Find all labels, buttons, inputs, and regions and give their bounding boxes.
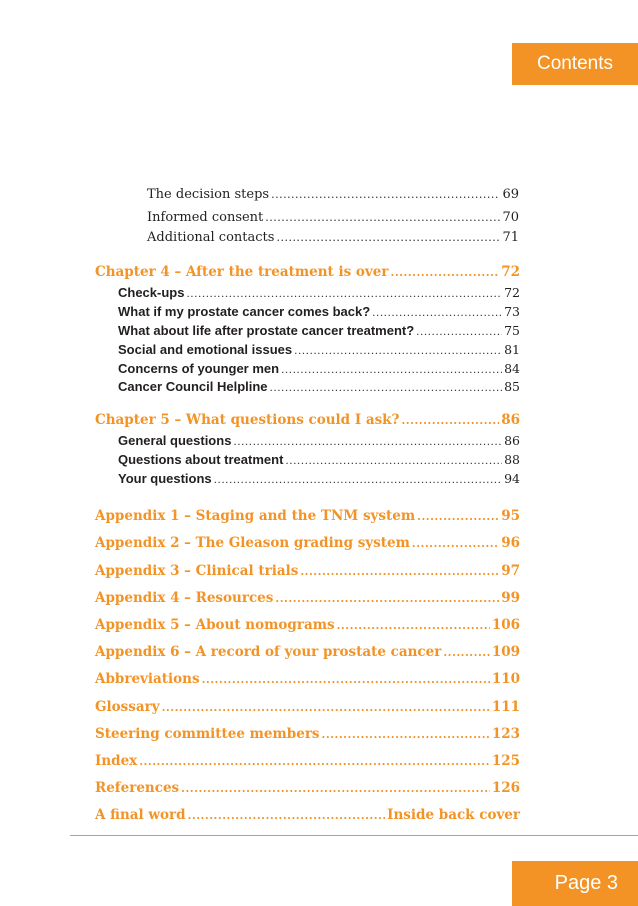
toc-entry-page: 99	[501, 590, 520, 606]
toc-entry-title: Your questions	[118, 471, 212, 486]
toc-entry-title: Appendix 4 – Resources	[95, 590, 274, 606]
toc-entry-title: Check-ups	[118, 285, 185, 300]
toc-entry-page: 94	[504, 471, 520, 486]
toc-entry-title: Appendix 1 – Staging and the TNM system	[95, 508, 416, 524]
dot-leader	[401, 414, 499, 427]
toc-entry-page: 71	[502, 230, 519, 245]
toc-entry-your-questions[interactable]	[118, 471, 520, 486]
toc-entry-title: A final word	[95, 807, 186, 823]
dot-leader	[270, 382, 503, 394]
dot-leader	[443, 646, 489, 659]
dot-leader	[416, 326, 502, 338]
toc-appendix-3[interactable]	[95, 563, 520, 579]
toc-appendix-4[interactable]	[95, 590, 520, 606]
toc-entry-check-ups[interactable]	[118, 285, 520, 300]
toc-entry-page: 69	[502, 187, 519, 202]
toc-entry-general-questions[interactable]	[118, 433, 520, 448]
toc-appendix-1[interactable]	[95, 508, 520, 524]
toc-entry-page: 70	[502, 210, 519, 225]
toc-entry-helpline[interactable]	[118, 379, 520, 394]
toc-appendix-2[interactable]	[95, 535, 520, 551]
dot-leader	[300, 565, 499, 578]
toc-entry-page: 86	[504, 433, 520, 448]
toc-chapter-page: 86	[501, 412, 520, 428]
dot-leader	[281, 364, 502, 376]
page-number-label: Page 3	[554, 872, 618, 894]
dot-leader	[417, 510, 499, 523]
dot-leader	[214, 474, 502, 486]
toc-entry-title: Appendix 2 – The Gleason grading system	[95, 535, 410, 551]
toc-entry-informed-consent[interactable]	[147, 210, 519, 225]
toc-abbreviations[interactable]	[95, 671, 520, 687]
toc-entry-title: Steering committee members	[95, 726, 320, 742]
dot-leader	[233, 436, 502, 448]
toc-entry-title: Questions about treatment	[118, 452, 284, 467]
dot-leader	[337, 619, 490, 632]
toc-entry-page: 95	[501, 508, 520, 524]
dot-leader	[181, 782, 490, 795]
page-number-tab	[512, 861, 638, 906]
toc-entry-page: 97	[501, 563, 520, 579]
toc-entry-page: 126	[491, 780, 520, 796]
toc-entry-title: Appendix 6 – A record of your prostate cancer	[95, 644, 442, 660]
toc-entry-title: The decision steps	[147, 187, 270, 202]
toc-entry-page: 84	[504, 361, 520, 376]
toc-entry-title: Concerns of younger men	[118, 361, 280, 376]
toc-entry-life-after[interactable]	[118, 323, 520, 338]
toc-chapter-title: Chapter 4 – After the treatment is over	[95, 264, 389, 280]
dot-leader	[202, 673, 490, 686]
toc-entry-younger-men[interactable]	[118, 361, 520, 376]
toc-entry-title: Appendix 5 – About nomograms	[95, 617, 335, 633]
toc-entry-social-emotional[interactable]	[118, 342, 520, 357]
toc-entry-title: Glossary	[95, 699, 160, 715]
toc-steering-committee[interactable]	[95, 726, 520, 742]
toc-entry-title: Social and emotional issues	[118, 342, 293, 357]
toc-entry-title: Index	[95, 753, 138, 769]
toc-entry-additional-contacts[interactable]	[147, 230, 519, 245]
dot-leader	[271, 188, 500, 201]
toc-entry-title: What about life after prostate cancer treatment?	[118, 323, 415, 338]
dot-leader	[186, 288, 502, 300]
toc-entry-page: 111	[491, 699, 520, 715]
toc-entry-page: 106	[491, 617, 520, 633]
toc-appendix-5[interactable]	[95, 617, 520, 633]
toc-entry-title: Cancer Council Helpline	[118, 379, 268, 394]
toc-entry-title: Appendix 3 – Clinical trials	[95, 563, 299, 579]
toc-entry-page: 85	[504, 379, 520, 394]
toc-entry-decision-steps[interactable]	[147, 187, 519, 202]
toc-entry-page: Inside back cover	[387, 807, 520, 823]
dot-leader	[322, 728, 490, 741]
dot-leader	[294, 345, 502, 357]
toc-entry-page: 73	[504, 304, 520, 319]
toc-entry-page: 81	[504, 342, 520, 357]
toc-chapter-4[interactable]	[95, 264, 520, 280]
toc-entry-page: 96	[501, 535, 520, 551]
toc-entry-treatment-questions[interactable]	[118, 452, 520, 467]
dot-leader	[372, 307, 502, 319]
toc-chapter-5[interactable]	[95, 412, 520, 428]
toc-chapter-page: 72	[501, 264, 520, 280]
dot-leader	[412, 537, 499, 550]
toc-entry-title: General questions	[118, 433, 232, 448]
dot-leader	[265, 211, 500, 224]
dot-leader	[188, 809, 386, 822]
toc-entry-page: 110	[491, 671, 520, 687]
toc-entry-title: Abbreviations	[95, 671, 200, 687]
toc-entry-title: Additional contacts	[147, 230, 275, 245]
dot-leader	[275, 592, 499, 605]
toc-entry-page: 72	[504, 285, 520, 300]
toc-entry-title: What if my prostate cancer comes back?	[118, 304, 371, 319]
toc-entry-comes-back[interactable]	[118, 304, 520, 319]
toc-entry-page: 123	[491, 726, 520, 742]
toc-entry-page: 125	[491, 753, 520, 769]
toc-final-word[interactable]	[95, 807, 520, 823]
toc-glossary[interactable]	[95, 699, 520, 715]
contents-label: Contents	[536, 53, 614, 74]
toc-index[interactable]	[95, 753, 520, 769]
toc-entry-page: 109	[491, 644, 520, 660]
toc-entry-title: Informed consent	[147, 210, 264, 225]
toc-references[interactable]	[95, 780, 520, 796]
dot-leader	[162, 701, 490, 714]
dot-leader	[390, 266, 499, 279]
toc-chapter-title: Chapter 5 – What questions could I ask?	[95, 412, 400, 428]
toc-appendix-6[interactable]	[95, 644, 520, 660]
toc-entry-page: 88	[504, 452, 520, 467]
dot-leader	[276, 231, 500, 244]
footer-divider	[70, 835, 638, 836]
toc-entry-title: References	[95, 780, 180, 796]
dot-leader	[139, 755, 490, 768]
dot-leader	[285, 455, 502, 467]
contents-header-tab	[512, 43, 638, 85]
toc-entry-page: 75	[504, 323, 520, 338]
